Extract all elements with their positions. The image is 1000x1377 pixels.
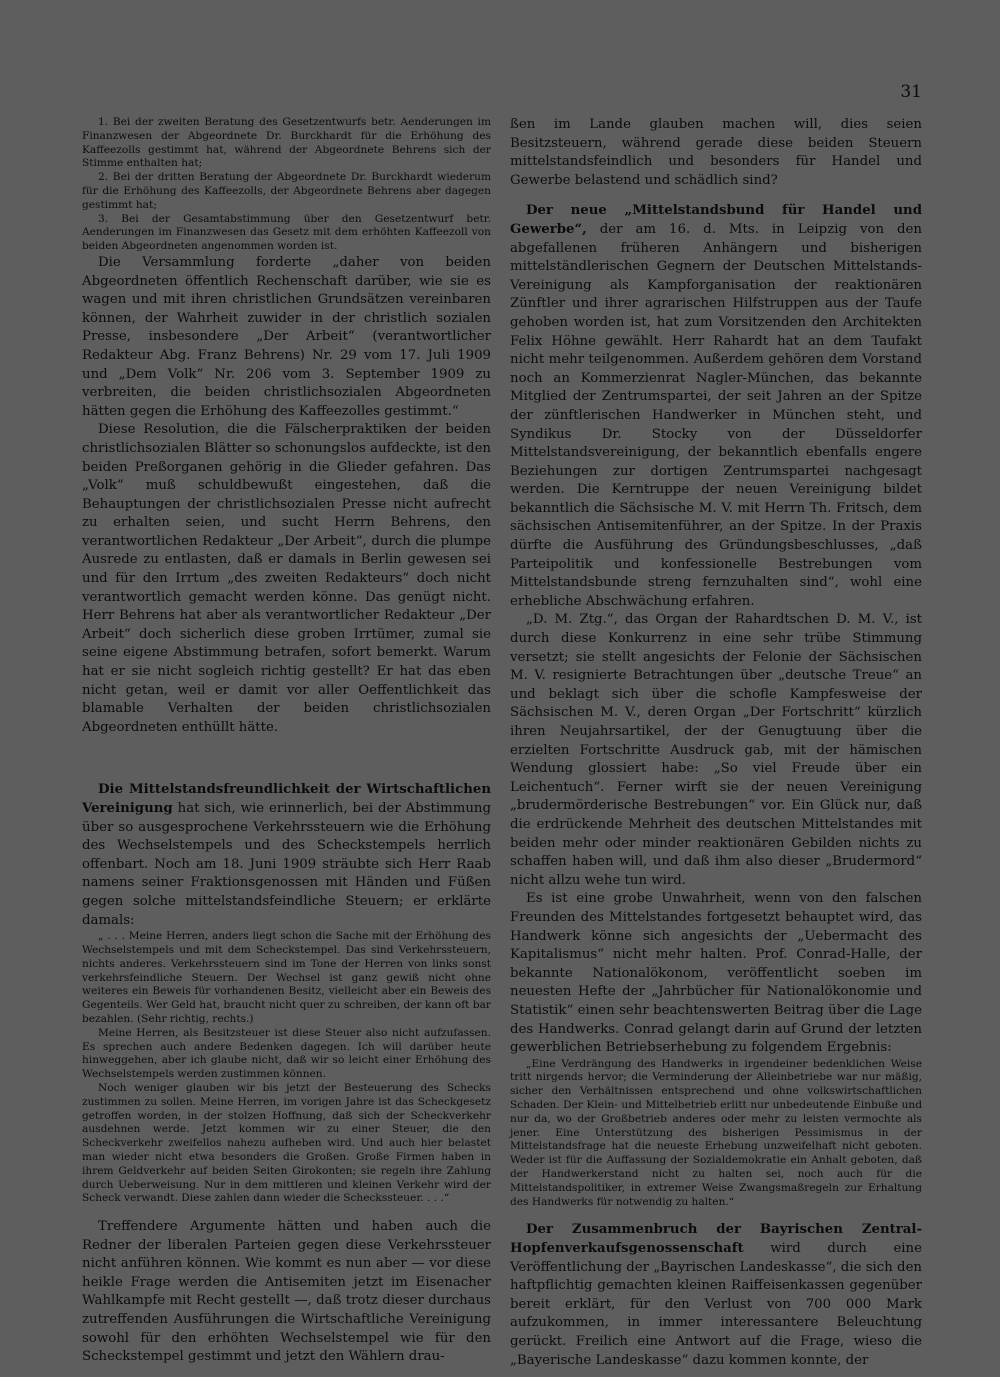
right-column [510,116,922,1370]
paragraph: Diese Resolution, die die Fälscherpraktiken der beiden christlichsozialen Blätter so schonungslos aufdeckte, ist den beiden Preßorganen gehörig in die Glieder gefahren. Das „Volk“ muß schuldbewußt eingestehen, daß die Behauptungen der christlichsozialen Presse nicht aufrecht zu erhalten seien, und sucht Herrn Behrens, den verantwortlichen Redakteur „Der Arbeit“, durch die plumpe Ausrede zu entlasten, daß er damals in Berlin gewesen sei und für den Irrtum „des zweiten Redakteurs“ doch nicht verantwortlich gemacht werden könne. Das genügt nicht. Herr Behrens hat aber als verantwortlicher Redakteur „Der Arbeit“ doch sicherlich diese groben Irrtümer, zumal sie seine eigene Abstimmung betrafen, sofort bemerkt. Warum hat er sie nicht sogleich richtig gestellt? Er hat das eben nicht getan, weil er damit vor aller Oeffentlichkeit das blamable Verhalten der beiden christlichsozialen Abgeordneten enthüllt hätte. [82,422,491,735]
paragraph: ßen im Lande glauben machen will, dies seien Besitzsteuern, während gerade diese beiden Steuern mittelstandsfeindlich und besonders für Handel und Gewerbe belastend und schädlich sind? [510,117,922,188]
list-item: 3. Bei der Gesamtabstimmung über den Gesetzentwurf betr. Aenderungen im Finanzwesen das Gesetz mit dem erhöhten Kaffeezoll von beiden Abgeordneten angenommen worden ist. [82,212,491,253]
left-column [82,116,491,1367]
quote: Meine Herren, als Besitzsteuer ist diese Steuer also nicht aufzufassen. Es sprechen auch andere Bedenken dagegen. Ich will darüber heute hinweggehen, aber ich glaube nicht, daß wir so leicht einer Erhöhung des Wechselstempels werden zustimmen können. [82,1026,491,1081]
list-item: 2. Bei der dritten Beratung der Abgeordnete Dr. Burckhardt wiederum für die Erhöhung des Kaffeezolls, der Abgeordnete Behrens aber dagegen gestimmt hat; [82,171,491,211]
article-lead: Der neue „Mittelstandsbund für Handel und Gewerbe“, [510,203,922,237]
page-number: 31 [900,82,922,102]
paragraph: Es ist eine grobe Unwahrheit, wenn von den falschen Freunden des Mittelstandes fortgesetzt behauptet wird, das Handwerk könne sich angesichts der „Uebermacht des Kapitalismus“ nicht mehr halten. Prof. Conrad-Halle, der bekannte Nationalökonom, veröffentlicht soeben im neuesten Hefte der „Jahrbücher für Nationalökonomie und Statistik“ einen sehr beachtenswerten Beitrag über die Lage des Handwerks. Conrad gelangt darin auf Grund der letzten gewerblichen Betriebserhebung zu folgendem Ergebnis: [510,891,922,1056]
quote: „ . . . Meine Herren, anders liegt schon die Sache mit der Erhöhung des Wechselstempels und mit dem Scheckstempel. Das sind Verkehrssteuern, nichts anderes. Verkehrssteuern sind im Tone der Herren von links sonst verkehrsfeindliche Steuern. Der Wechsel ist ganz gewiß nicht ohne weiteres ein Beweis für vorhandenen Besitz, vielleicht aber ein Beweis des Gegenteils. Wer Geld hat, braucht nicht quer zu schreiben, der kann oft bar bezahlen. (Sehr richtig, rechts.) [82,930,491,1025]
paragraph: Treffendere Argumente hätten und haben auch die Redner der liberalen Parteien gegen diese Verkehrssteuer nicht anführen können. Wie kommt es nun aber — vor diese heikle Frage werden die Antisemiten jetzt im Eisenacher Wahlkampfe mit Recht gestellt —, daß trotz dieser durchaus zutreffenden Ausführungen die Wirtschaftliche Vereinigung sowohl für den erhöhten Wechselstempel wie für den Scheckstempel gestimmt und jetzt den Wählern drau- [82,1219,491,1365]
article-text: der am 16. d. Mts. in Leipzig von den abgefallenen früheren Anhängern und bisherigen mittelständlerischen Gegnern der Deutschen Mittelstands-Vereinigung als Kampforganisation der reaktionären Zünftler und ihrer agrarischen Hilfstruppen aus der Taufe gehoben worden ist, hat zum Vorsitzenden den Architekten Felix Höhne gewählt. Herr Rahardt hat an dem Taufakt nicht mehr teilgenommen. Außerdem gehören dem Vorstand noch an Kommerzienrat Nagler-München, das bekannte Mitglied der Zentrumspartei, der seit Jahren an der Spitze der zünftlerischen Handwerker in München steht, und Syndikus Dr. Stocky von der Düsseldorfer Mittelstandsvereinigung, der bekanntlich ebenfalls engere Beziehungen zur dortigen Zentrumspartei nachgesagt werden. Die Kerntruppe der neuen Vereinigung bildet bekanntlich die Sächsische M. V. mit Herrn Th. Fritsch, dem sächsischen Antisemitenführer, an der Spitze. In der Praxis dürfte die Ausführung des Gründungsbeschlusses, „daß Parteipolitik und konfessionelle Bestrebungen vom Mittelstandsbunde streng fernzuhalten sind“, wohl eine erhebliche Abschwächung erfahren. [510,221,922,609]
paragraph: „D. M. Ztg.“, das Organ der Rahardtschen D. M. V., ist durch diese Konkurrenz in eine sehr trübe Stimmung versetzt; sie stellt angesichts der Felonie der Sächsischen M. V. resignierte Betrachtungen über „deutsche Treue“ an und beklagt sich über die schofle Kampfesweise der Sächsischen M. V., deren Organ „Der Fortschritt“ kürzlich ihren Neujahrsartikel, der der Genugtuung über die erzielten Fortschritte Ausdruck gab, mit der hämischen Wendung glossiert habe: „So viel Freude über ein Leichentuch“. Ferner wirft sie der neuen Vereinigung „brudermörderische Bestrebungen“ vor. Ein Glück nur, daß die erdrückende Mehrheit des deutschen Mittelstandes mit beiden mehr oder minder reaktionären Gebilden nichts zu schaffen haben will, und daß ihm also dieser „Brudermord“ nicht allzu wehe tun wird. [510,612,922,888]
article-mittelstandsfreundlichkeit [82,781,491,930]
paragraph: Die Versammlung forderte „daher von beiden Abgeordneten öffentlich Rechenschaft darüber, wie sie es wagen und mit ihren christlichen Grundsätzen vereinbaren können, der Wahrheit zuwider in der christlich sozialen Presse, insbesondere „Der Arbeit“ (verantwortlicher Redakteur Abg. Franz Behrens) Nr. 29 vom 17. Juli 1909 und „Dem Volk“ Nr. 206 vom 3. September 1909 zu verbreiten, die beiden christlichsozialen Abgeordneten hätten gegen die Erhöhung des Kaffeezolles gestimmt.“ [82,254,491,419]
quote: Noch weniger glauben wir bis jetzt der Besteuerung des Schecks zustimmen zu sollen. Meine Herren, im vorigen Jahre ist das Scheckgesetz getroffen worden, in der stolzen Hoffnung, daß sich der Scheckverkehr ausdehnen werde. Jetzt kommen wir zu einer Steuer, die den Scheckverkehr zweifellos nahezu aufheben wird. Und auch hier belastet man wieder nicht etwa besonders die Großen. Große Firmen haben in ihrem Geldverkehr auf beiden Seiten Girokonten; sie regeln ihre Zahlung durch Ueberweisung. Nur in dem mittleren und kleinen Verkehr wird der Scheck verwandt. Diese zahlen dann wieder die Scheckssteuer. . . .“ [82,1081,491,1205]
list-item: 1. Bei der zweiten Beratung des Gesetzentwurfs betr. Aenderungen im Finanzwesen der Abgeordnete Dr. Burckhardt für die Erhöhung des Kaffeezolls gestimmt hat, während der Abgeordnete Behrens sich der Stimme enthalten hat; [82,116,491,170]
article-lead: Die Mittelstandsfreundlichkeit der Wirtschaftlichen Vereinigung [82,782,491,816]
article-text: hat sich, wie erinnerlich, bei der Abstimmung über so ausgesprochene Verkehrssteuern wie die Erhöhung des Wechselstempels und des Scheckstempels herrlich offenbart. Noch am 18. Juni 1909 sträubte sich Herr Raab namens seiner Fraktionsgenossen mit Händen und Füßen gegen solche mittelstandsfeindliche Steuern; er erklärte damals: [82,801,491,928]
article-mittelstandsbund [510,202,922,611]
article-text: wird durch eine Veröffentlichung der „Bayrischen Landeskasse“, die sich den haftpflichtig gemachten kleinen Raiffeisenkassen gegenüber bereit erklärt, für den Verlust von 700 000 Mark aufzukommen, in immer interessantere Beleuchtung gerückt. Freilich eine Antwort auf die Frage, wieso die „Bayerische Landeskasse“ dazu kommen konnte, der [510,1241,922,1368]
article-hopfenverkauf [510,1221,922,1370]
quote: „Eine Verdrängung des Handwerks in irgendeiner bedenklichen Weise tritt nirgends hervor; die Verminderung der Alleinbetriebe war nur mäßig, sicher den Verhältnissen entsprechend und ohne volkswirtschaftlichen Schaden. Der Klein- und Mittelbetrieb erlitt nur unbedeutende Einbuße und nur da, wo der Großbetrieb anderes oder mehr zu leisten vermochte als jener. Eine Unterstützung des bisherigen Pessimismus in der Mittelstandsfrage hat die neueste Erhebung unzweifelhaft nicht geboten. Weder ist für die Auffassung der Sozialdemokratie ein Anhalt geboten, daß der Handwerkerstand nicht zu halten sei, noch auch für die Mittelstandspolitiker, in extremer Weise Zwangsmaßregeln zur Erhaltung des Handwerks für notwendig zu halten.“ [510,1057,922,1208]
article-lead: Der Zusammenbruch der Bayrischen Zentral-Hopfenverkaufsgenossenschaft [510,1222,922,1257]
